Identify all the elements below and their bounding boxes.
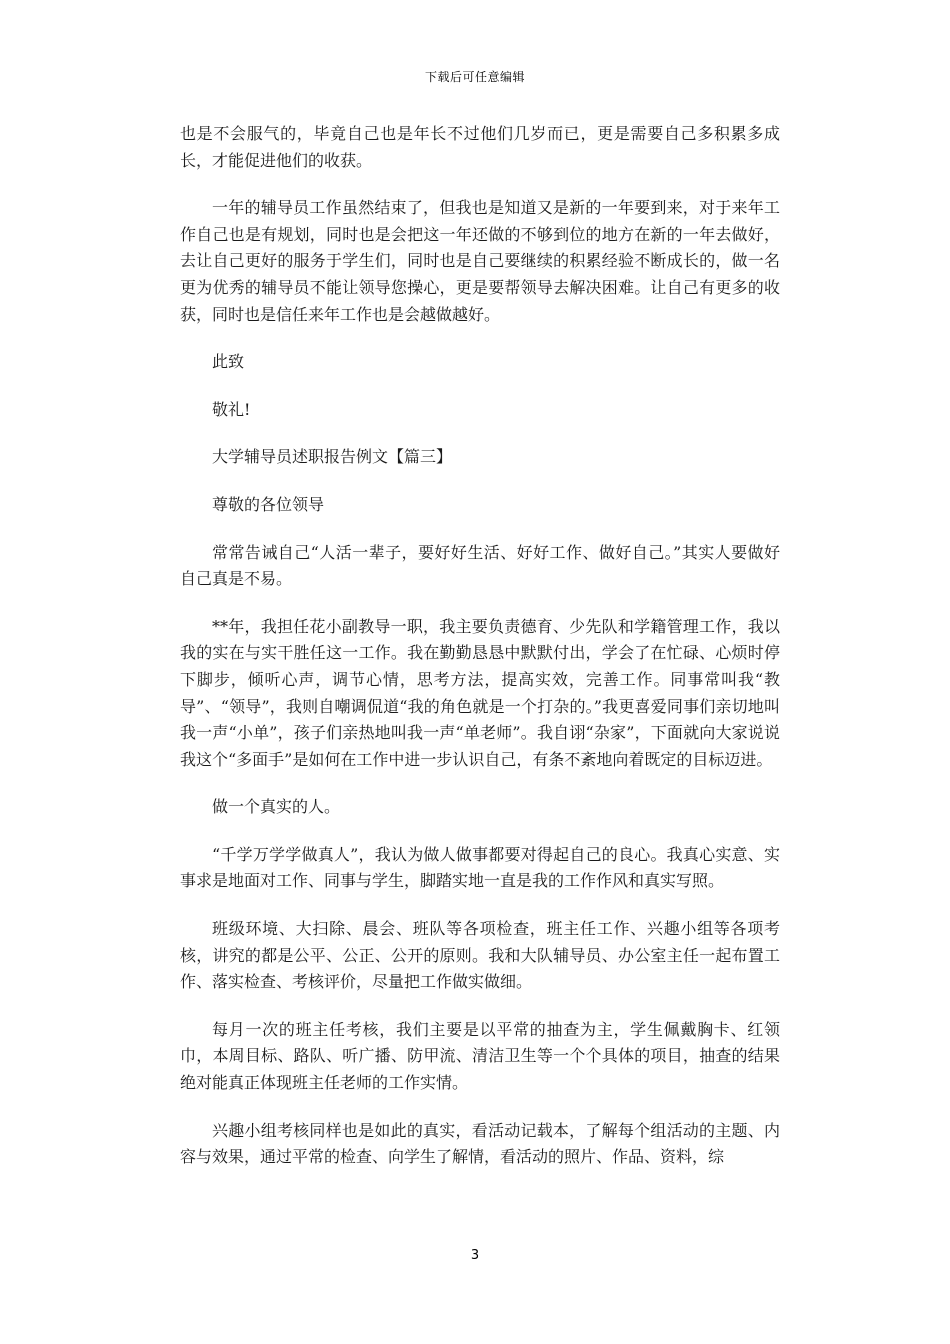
paragraph: 一年的辅导员工作虽然结束了，但我也是知道又是新的一年要到来，对于来年工作自己也是有规划，同时也是会把这一年还做的不够到位的地方在新的一年去做好，去让自己更好的服务于学生们，同时也是自己要继续的积累经验不断成长的，做一名更为优秀的辅导员不能让领导您操心，更是要帮领导去解决困难。让自己有更多的收获，同时也是信任来年工作也是会越做越好。 bbox=[180, 198, 780, 324]
paragraph: 也是不会服气的，毕竟自己也是年长不过他们几岁而已，更是需要自己多积累多成长，才能促进他们的收获。 bbox=[180, 124, 780, 170]
paragraph: 此致 bbox=[212, 352, 245, 372]
page-header: 下载后可任意编辑 bbox=[424, 70, 525, 84]
paragraph: 班级环境、大扫除、晨会、班队等各项检查，班主任工作、兴趣小组等各项考核，讲究的都是公平、公正、公开的原则。我和大队辅导员、办公室主任一起布置工作、落实检查、考核评价，尽量把工作做实做细。 bbox=[180, 919, 780, 992]
document-body bbox=[180, 121, 780, 1192]
paragraph: 每月一次的班主任考核，我们主要是以平常的抽查为主，学生佩戴胸卡、红领巾，本周目标、路队、听广播、防甲流、清洁卫生等一个个具体的项目，抽查的结果绝对能真正体现班主任老师的工作实情。 bbox=[180, 1019, 780, 1093]
paragraph: 尊敬的各位领导 bbox=[212, 494, 325, 514]
paragraph: “千学万学学做真人”，我认为做人做事都要对得起自己的良心。我真心实意、实事求是地面对工作、同事与学生，脚踏实地一直是我的工作作风和真实写照。 bbox=[180, 844, 780, 891]
paragraph: 兴趣小组考核同样也是如此的真实，看活动记载本，了解每个组活动的主题、内容与效果，通过平常的检查、向学生了解情，看活动的照片、作品、资料，综 bbox=[180, 1120, 780, 1167]
paragraph: 常常告诫自己“人活一辈子，要好好生活、好好工作、做好自己。”其实人要做好自己真是不易。 bbox=[180, 542, 780, 589]
paragraph: **年，我担任花小副教导一职，我主要负责德育、少先队和学籍管理工作，我以我的实在与实干胜任这一工作。我在勤勤恳恳中默默付出，学会了在忙碌、心烦时停下脚步，倾听心声，调节心情，思考方法，提高实效，完善工作。同事常叫我“教导”、“领导”，我则自嘲调侃道“我的角色就是一个打杂的。”我更喜爱同事们亲切地叫我一声“小单”，孩子们亲热地叫我一声“单老师”。我自诩“杂家”，下面就向大家说说我这个“多面手”是如何在工作中进一步认识自己，有条不紊地向着既定的目标迈进。 bbox=[180, 616, 780, 769]
paragraph: 大学辅导员述职报告例文【篇三】 bbox=[212, 447, 453, 467]
paragraph: 做一个真实的人。 bbox=[212, 797, 341, 817]
paragraph: 敬礼! bbox=[212, 399, 251, 419]
page-number: 3 bbox=[470, 1248, 480, 1263]
